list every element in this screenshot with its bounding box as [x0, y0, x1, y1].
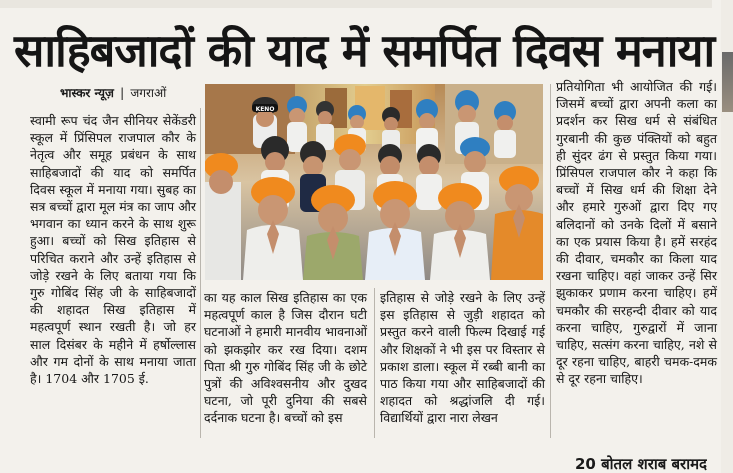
article-headline: साहिबजादों की याद में समर्पित दिवस मनाया [14, 24, 715, 77]
neighbor-headline: 20 बोतल शराब बरामद [575, 455, 708, 473]
byline-source: भास्कर न्यूज़ [60, 86, 114, 100]
byline [60, 84, 166, 101]
article-column-4: प्रतियोगिता भी आयोजित की गई। जिसमें बच्चों द्वारा अपनी कला का प्रदर्शन कर सिख धर्म से संबंधित गुरबानी की कुछ पंक्तियों को बहुत ही सुंदर ढंग से प्रस्तुत किया गया। प्रिंसिपल राजपाल कौर ने कहा कि बच्चों में सिख धर्म की शिक्षा देने और हमारे गुरुओं द्वारा दिए गए बलिदानों को उनके दिलों में बसाने का एक प्रयास किया है। हमें सरहंद की दीवार, चमकौर का किला याद रखना चाहिए। वहां जाकर उन्हें सिर झुकाकर प्रणाम करना चाहिए। हमें चमकौर की सरहन्दी दीवार को याद करना चाहिए, गुरुद्वारों में जाना चाहिए, सत्संग करना चाहिए, नशे से दूर रहना चाहिए, बाहरी चमक-दमक से दूर रहना चाहिए। [556, 79, 717, 387]
article-column-1: स्वामी रूप चंद जैन सीनियर सेकेंडरी स्कूल में प्रिंसिपल राजपाल कौर के नेतृत्व और समूह प्रबंधन के साथ साहिबजादों की याद को समर्पित दिवस स्कूल में मनाया गया। सुबह का सत्र बच्चों द्वारा मूल मंत्र का जाप और भगवान का ध्यान करने के साथ शुरू हुआ। बच्चों को सिख इतिहास से परिचित कराने और उन्हें इतिहास से जोड़े रखने के लिए बताया गया कि गुरु गोबिंद सिंह जी के साहिबजादों की शहादत सिख इतिहास में महत्वपूर्ण स्थान रखती है। जो हर साल दिसंबर के महीने में हर्षोल्लास और गम दोनों के साथ मनाया जाता है। 1704 और 1705 ई. [30, 113, 196, 387]
article-photo [205, 84, 543, 280]
byline-city: जगराओं [130, 86, 167, 100]
column-rule [200, 108, 201, 438]
column-rule [374, 288, 375, 438]
children-praying-illustration [205, 84, 543, 280]
adjacent-photo-fragment [722, 52, 733, 112]
adjacent-column-fragment [721, 0, 733, 473]
byline-separator: | [120, 86, 125, 100]
cap-text: KENO [255, 106, 275, 113]
column-rule [550, 84, 551, 438]
article-column-2: का यह काल सिख इतिहास का एक महत्वपूर्ण काल है जिस दौरान घटी घटनाओं ने हमारी मानवीय भावनाओं को झकझोर कर रख दिया। दशम पिता श्री गुरु गोबिंद सिंह जी के छोटे पुत्रों की अविश्वसनीय और दुखद घटना, जो पूरी दुनिया की सबसे दर्दनाक घटना है। बच्चों को इस [204, 290, 367, 426]
top-strip [0, 0, 712, 8]
article-column-3: इतिहास से जोड़े रखने के लिए उन्हें इस इतिहास से जुड़ी शहादत को प्रस्तुत करने वाली फिल्म दिखाई गई और शिक्षकों ने भी इस पर विस्तार से प्रकाश डाला। स्कूल में रब्बी बानी का पाठ किया गया और साहिबजादों की शहादत को श्रद्धांजलि दी गई। विद्यार्थियों द्वारा नारा लेखन [380, 290, 545, 426]
